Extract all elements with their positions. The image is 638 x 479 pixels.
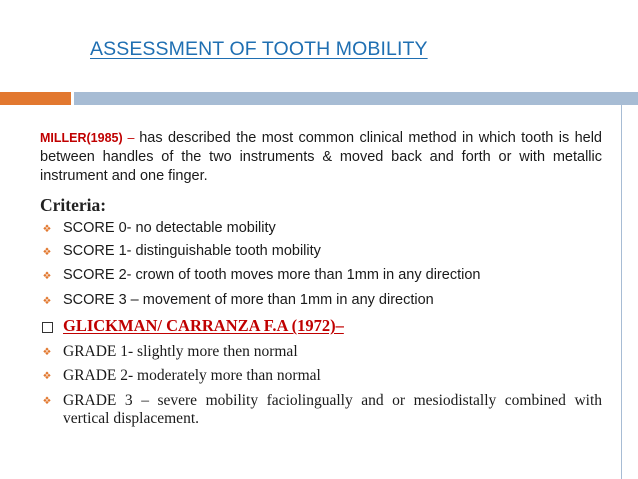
orange-accent-bar <box>0 92 71 105</box>
glickman-heading: GLICKMAN/ CARRANZA F.A (1972)– <box>63 316 344 335</box>
diamond-bullet-icon: ❖ <box>42 296 52 307</box>
intro-text: has described the most common clinical method in which tooth is held between handles of the two instruments & moved back and forth or with metallic instrument and one finger. <box>40 130 602 184</box>
miller-author: MILLER(1985) <box>40 131 123 145</box>
square-bullet-icon <box>42 322 53 333</box>
diamond-bullet-icon: ❖ <box>42 247 52 258</box>
intro-separator: – <box>122 131 140 145</box>
score-text: SCORE 1- distinguishable tooth mobility <box>63 243 321 259</box>
blue-accent-bar <box>74 92 638 105</box>
score-text: SCORE 0- no detectable mobility <box>63 220 276 236</box>
score-text: SCORE 2- crown of tooth moves more than 1mm in any direction <box>63 267 481 283</box>
diamond-bullet-icon: ❖ <box>42 396 52 407</box>
criteria-heading: Criteria: <box>40 195 107 215</box>
diamond-bullet-icon: ❖ <box>42 347 52 358</box>
score-text: SCORE 3 – movement of more than 1mm in any direction <box>63 292 434 308</box>
grade-text: GRADE 1- slightly more then normal <box>63 343 298 360</box>
diamond-bullet-icon: ❖ <box>42 371 52 382</box>
grade-text: GRADE 3 – severe mobility faciolingually and or mesiodistally combined with vertical displacement. <box>63 392 602 427</box>
grade-text: GRADE 2- moderately more than normal <box>63 367 321 384</box>
diamond-bullet-icon: ❖ <box>42 224 52 235</box>
diamond-bullet-icon: ❖ <box>42 271 52 282</box>
miller-intro-paragraph <box>40 129 602 186</box>
right-divider-line <box>621 104 622 479</box>
slide-title: ASSESSMENT OF TOOTH MOBILITY <box>90 38 428 60</box>
